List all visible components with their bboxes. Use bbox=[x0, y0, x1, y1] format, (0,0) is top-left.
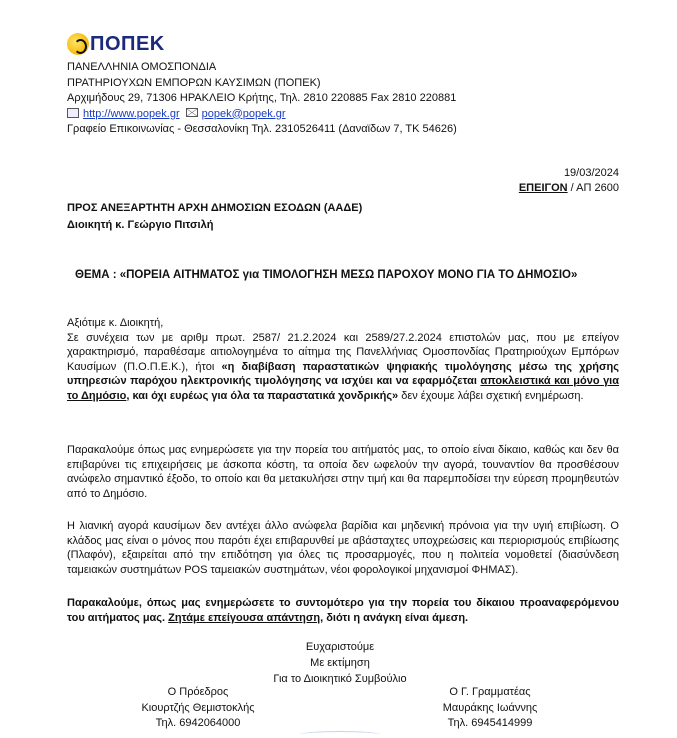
signatory-title: Ο Πρόεδρος bbox=[167, 686, 229, 698]
org-address: Αρχιμήδους 29, 71306 ΗΡΑΚΛΕΙΟ Κρήτης, Τηλ. 2810 220885 Fax 2810 220881 bbox=[67, 92, 457, 104]
letterhead bbox=[67, 60, 627, 138]
protocol-number: / ΑΠ 2600 bbox=[567, 182, 619, 194]
paragraph-4-underline: Ζητάμε επείγουσα απάντηση bbox=[168, 611, 321, 624]
date-reference-block bbox=[519, 166, 619, 196]
email-link[interactable]: popek@popek.gr bbox=[201, 107, 286, 120]
urgent-label: ΕΠΕΙΓΟΝ bbox=[518, 182, 568, 194]
paragraph-1-intro: Σε συνέχεια των με αριθμ πρωτ. 2587/ 21.2.2024 και 2589/27.2.2024 επιστολών μας, που με επείγον χαρακτηρισμό, παραθέσαμε αιτιολογημένα το αίτημα της Πανελλήνιας Ομοσπονδίας Πρατηριούχων Εμπόρων Καυσίμων (Π.Ο.Π.Ε.Κ.), ήτοι bbox=[67, 331, 619, 373]
signature-president bbox=[113, 685, 283, 732]
greeting: Αξιότιμε κ. Διοικητή, bbox=[67, 317, 164, 329]
paragraph-1-bold1: «η διαβίβαση παραστατικών ψηφιακής τιμολόγησης μέσω της χρήσης υπηρεσιών παρόχου ηλεκτρονικής τιμολόγησης να ισχύει και να εφαρμόζεται bbox=[67, 360, 619, 387]
popek-logo-icon bbox=[67, 33, 89, 55]
paragraph-1-tail: δεν έχουμε λάβει σχετική ενημέρωση. bbox=[398, 389, 584, 402]
recipient-line2: Διοικητή κ. Γεώργιο Πιτσιλή bbox=[67, 219, 214, 231]
org-name-line2: ΠΡΑΤΗΡΙΟΥΧΩΝ ΕΜΠΟΡΩΝ ΚΑΥΣΙΜΩΝ (ΠΟΠΕΚ) bbox=[67, 76, 321, 89]
website-link[interactable]: http://www.popek.gr bbox=[83, 107, 180, 120]
paragraph-1 bbox=[67, 316, 619, 403]
closing-board: Για το Διοικητικό Συμβούλιο bbox=[273, 673, 407, 685]
popek-logo bbox=[67, 31, 165, 57]
org-name-line1: ΠΑΝΕΛΛΗΝΙΑ ΟΜΟΣΠΟΝΔΙΑ bbox=[67, 61, 217, 73]
closing-regards: Με εκτίμηση bbox=[310, 657, 370, 669]
web-icon bbox=[67, 108, 79, 118]
paragraph-1-text bbox=[67, 331, 619, 404]
signatory-name: Μαυράκης Ιωάννης bbox=[442, 701, 538, 714]
closing-thanks: Ευχαριστούμε bbox=[305, 641, 375, 653]
signatory-name: Κιουρτζής Θεμιστοκλής bbox=[141, 701, 255, 714]
paragraph-3: Η λιανική αγορά καυσίμων δεν αντέχει άλλο ανώφελα βαρίδια και μηδενική πρόνοια για την υγιή επιβίωση. Ο κλάδος μας είναι ο μόνος που παρότι έχει επιβαρυνθεί με αβάσταχτες υποχρεώσεις και περιορισμούς επιβίωσης (Πλαφόν), εξαιρείται από την επιδότηση για όλες τις προσαρμογές, που η πολιτεία νομοθετεί (διασύνδεση ταμειακών συστημάτων POS ταμειακών συστημάτων, νέοι φορολογικοί μηχανισμοί ΦΗΜΑΣ). bbox=[67, 520, 619, 576]
logo-text: ΠΟΠΕΚ bbox=[90, 32, 165, 55]
paragraph-4-main: Παρακαλούμε, όπως μας ενημερώσετε το συντομότερο για την πορεία του δίκαιου προαναφερόμενου του αιτήματος μας. bbox=[67, 597, 619, 624]
paragraph-2: Παρακαλούμε όπως μας ενημερώσετε για την πορεία του αιτήματός μας, το οποίο είναι δίκαιο, καθώς και δεν θα επιβαρύνει τις επιχειρήσεις με άσκοπα κόστη, τα οποία δεν ωφελούν την αγορά, τουναντίον θα προσθέσουν ανώφελο σημαντικό έξοδο, το οποίο και θα μετακυλήσει στην τιμή και θα παρεμποδίσει την εύρεση προμηθευτών από το Δημόσιο. bbox=[67, 444, 619, 500]
paragraph-4-tail: , διότι η ανάγκη είναι άμεση. bbox=[320, 611, 469, 624]
closing-block bbox=[220, 640, 460, 688]
letter-subject: ΘΕΜΑ : «ΠΟΡΕΙΑ ΑΙΤΗΜΑΤΟΣ για ΤΙΜΟΛΟΓΗΣΗ ΜΕΣΩ ΠΑΡΟΧΟΥ ΜΟΝΟ ΓΙΑ ΤΟ ΔΗΜΟΣΙΟ» bbox=[75, 269, 578, 281]
recipient-block bbox=[67, 201, 362, 235]
paragraph-4 bbox=[67, 596, 619, 625]
reference-number bbox=[519, 181, 619, 196]
office-info: Γραφείο Επικοινωνίας - Θεσσαλονίκη Τηλ. 2310526411 (Δαναϊδων 7, ΤΚ 54626) bbox=[67, 123, 457, 135]
signatory-title: Ο Γ. Γραμματέας bbox=[449, 686, 531, 698]
paragraph-1-bold-underline: αποκλειστικά και μόνο για το Δημόσιο bbox=[67, 375, 620, 402]
contact-links bbox=[67, 107, 627, 123]
mail-icon bbox=[186, 108, 198, 117]
signatory-phone: Τηλ. 6942064000 bbox=[155, 717, 241, 729]
signature-secretary bbox=[405, 685, 575, 732]
paragraph-1-bold2: , και όχι ευρέως για όλα τα παραστατικά χονδρικής» bbox=[126, 389, 399, 402]
letter-date: 19/03/2024 bbox=[563, 167, 619, 179]
recipient-line1: ΠΡΟΣ ΑΝΕΞΑΡΤΗΤΗ ΑΡΧΗ ΔΗΜΟΣΙΩΝ ΕΣΟΔΩΝ (ΑΑΔΕ) bbox=[67, 202, 363, 214]
signatory-phone: Τηλ. 6945414999 bbox=[447, 717, 533, 729]
